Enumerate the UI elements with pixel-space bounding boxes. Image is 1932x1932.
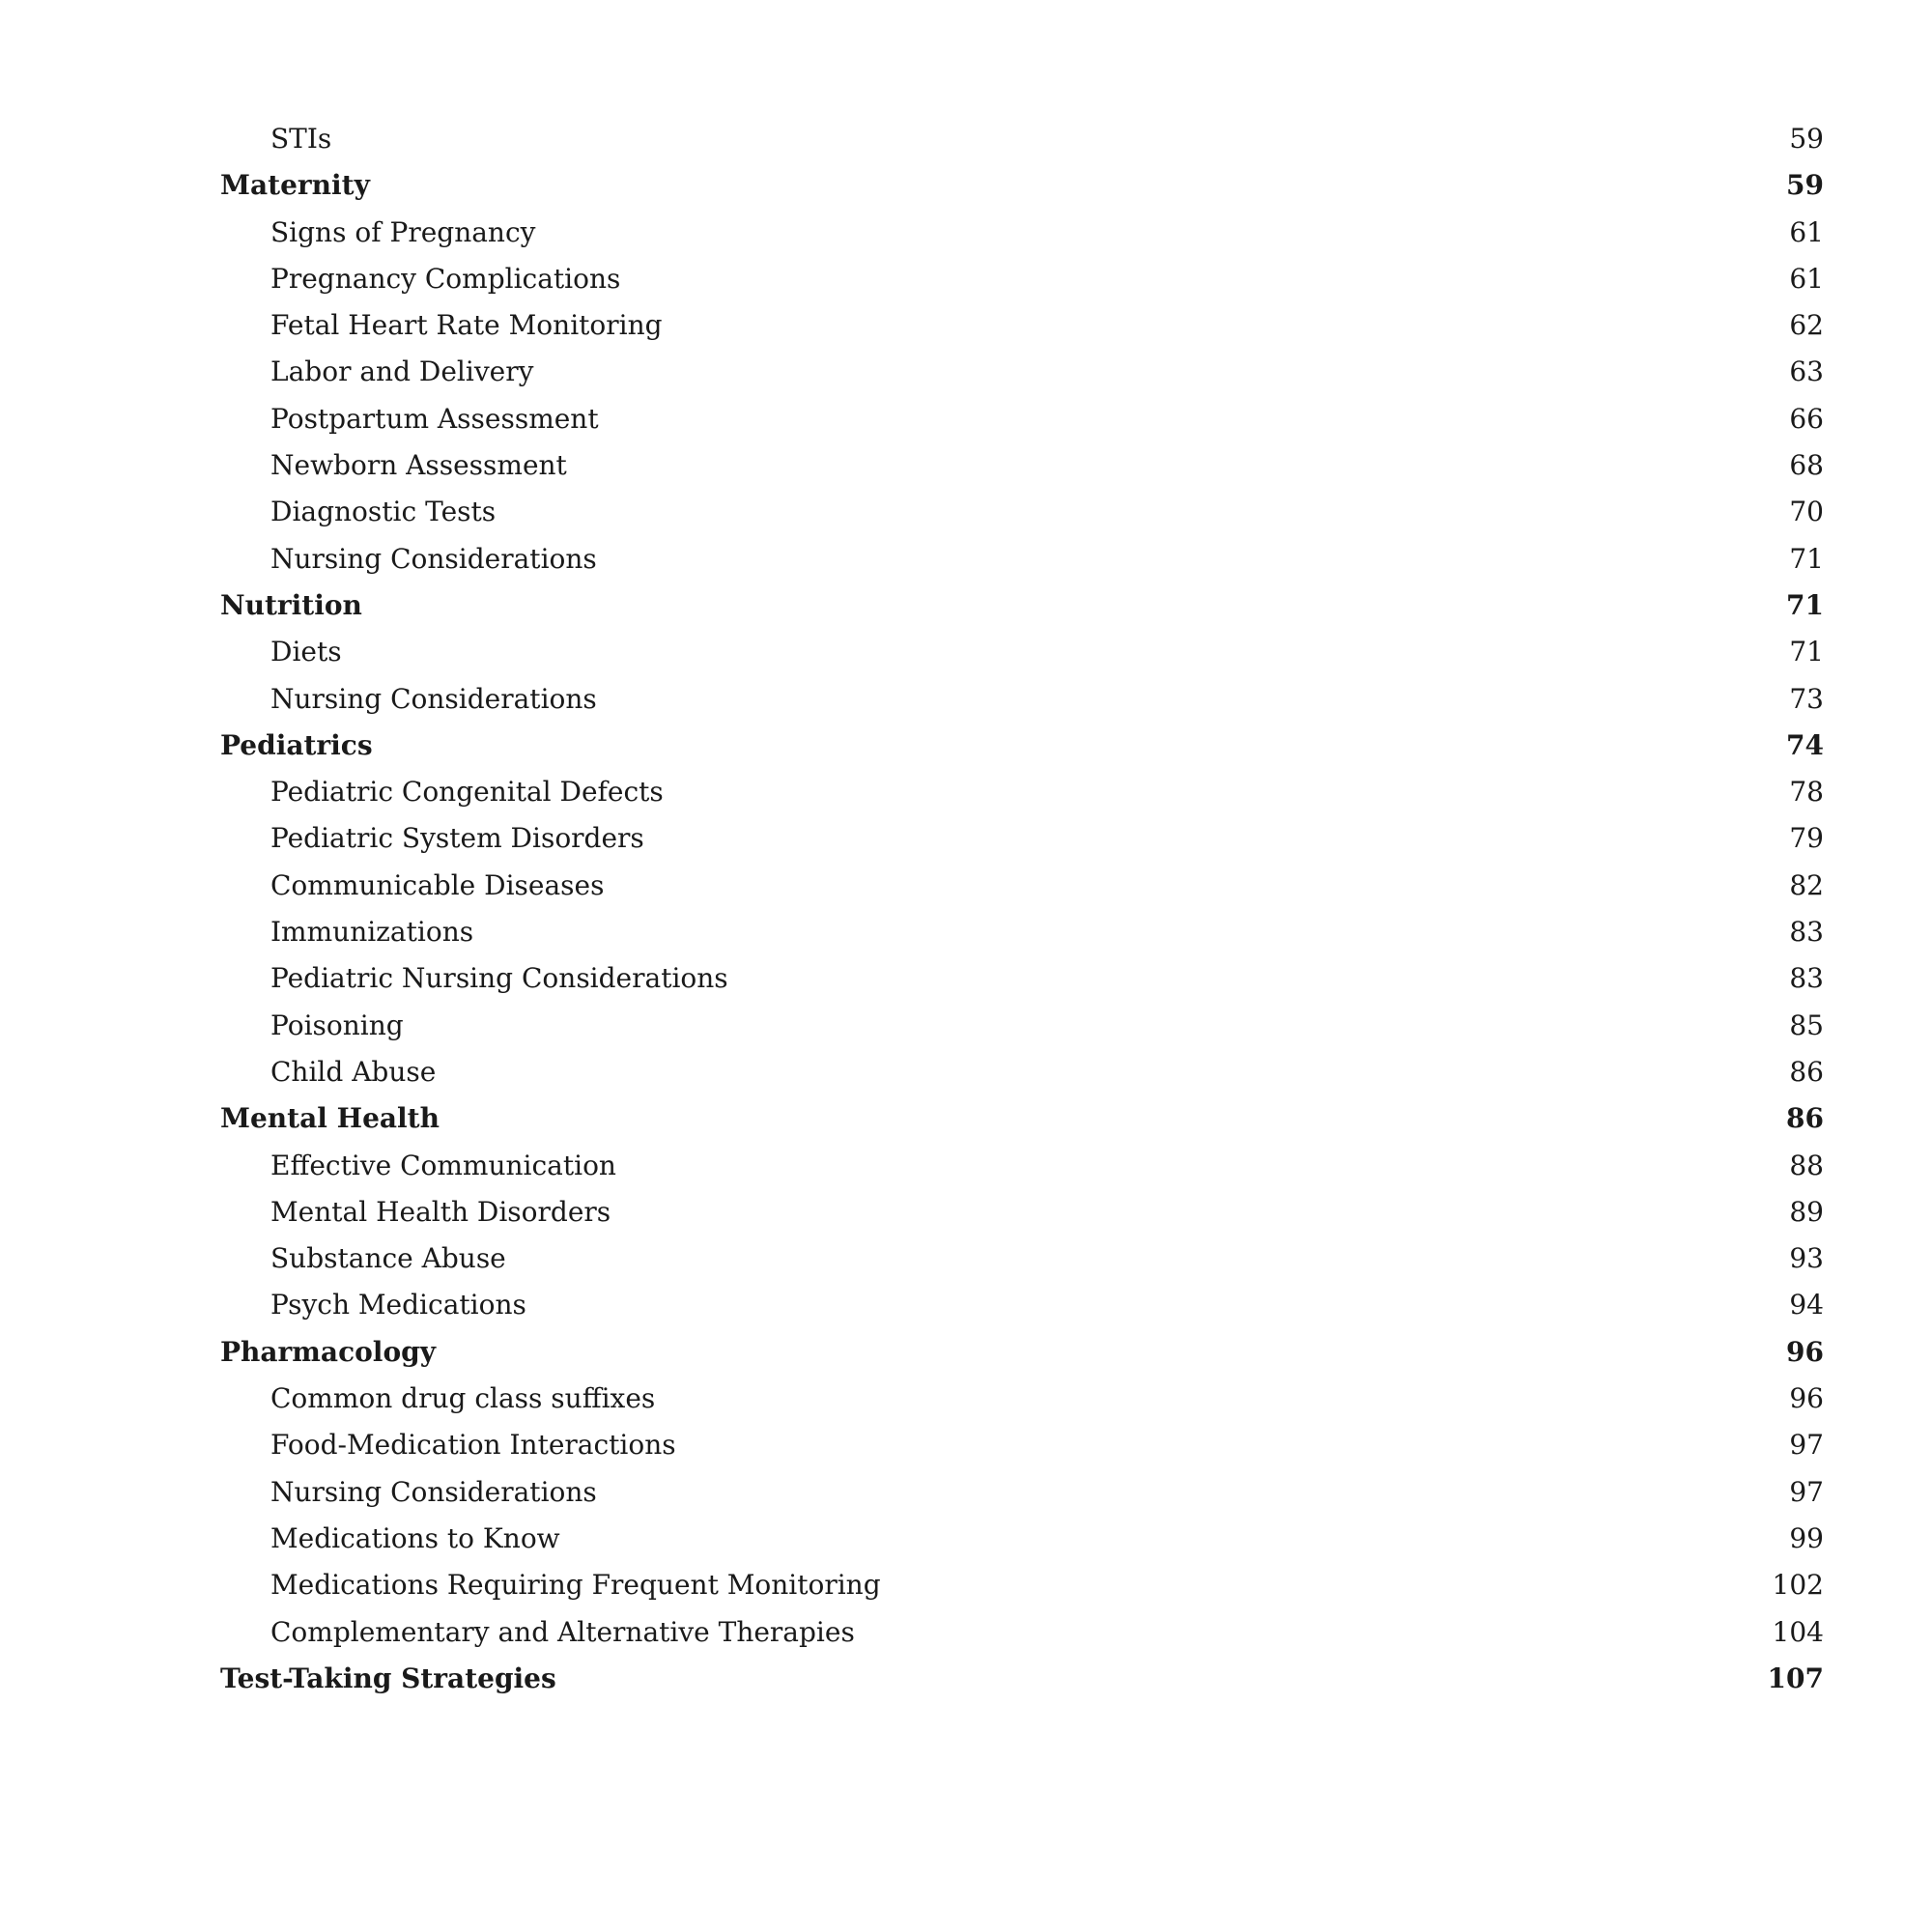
toc-subsection-row (0, 1236, 1932, 1282)
toc-page-number: 66 (1789, 402, 1824, 435)
toc-subsection-row (0, 1189, 1932, 1236)
toc-entry-title: Labor and Delivery (270, 355, 534, 388)
toc-page-number: 102 (1772, 1569, 1824, 1602)
toc-entry-title: Child Abuse (270, 1055, 437, 1088)
toc-page-number: 94 (1789, 1289, 1824, 1321)
toc-entry-title: Newborn Assessment (270, 449, 567, 482)
toc-subsection-row (0, 210, 1932, 256)
toc-page-number: 70 (1789, 496, 1824, 528)
toc-entry-title: Fetal Heart Rate Monitoring (270, 309, 663, 342)
toc-page-number: 63 (1789, 355, 1824, 388)
toc-entry-title: Food-Medication Interactions (270, 1429, 676, 1462)
toc-entry-title: Pediatrics (220, 728, 373, 761)
toc-subsection-row (0, 1469, 1932, 1516)
toc-page-number: 71 (1789, 542, 1824, 575)
toc-page-number: 97 (1789, 1429, 1824, 1462)
toc-entry-title: Mental Health (220, 1102, 440, 1135)
toc-subsection-row (0, 676, 1932, 723)
toc-subsection-row (0, 1143, 1932, 1189)
toc-subsection-row (0, 769, 1932, 815)
toc-subsection-row (0, 629, 1932, 675)
toc-entry-title: Signs of Pregnancy (270, 215, 536, 248)
toc-subsection-row (0, 1422, 1932, 1468)
toc-entry-title: Postpartum Assessment (270, 402, 599, 435)
toc-entry-title: Diets (270, 636, 342, 668)
toc-page-number: 73 (1789, 682, 1824, 715)
toc-entry-title: Communicable Diseases (270, 868, 605, 901)
toc-subsection-row (0, 909, 1932, 955)
toc-entry-title: Effective Communication (270, 1149, 616, 1181)
toc-entry-title: Pediatric Nursing Considerations (270, 962, 728, 995)
toc-page-number: 83 (1789, 916, 1824, 949)
toc-page-number: 96 (1789, 1382, 1824, 1415)
toc-page-number: 61 (1789, 262, 1824, 295)
toc-page-number: 107 (1767, 1662, 1824, 1694)
toc-entry-title: Nutrition (220, 588, 362, 621)
toc-entry-title: Test-Taking Strategies (220, 1662, 556, 1694)
toc-subsection-row (0, 1282, 1932, 1328)
toc-entry-title: STIs (270, 123, 332, 155)
toc-page-number: 89 (1789, 1195, 1824, 1228)
toc-page-number: 96 (1786, 1335, 1824, 1368)
toc-page-number: 83 (1789, 962, 1824, 995)
toc-page-number: 88 (1789, 1149, 1824, 1181)
toc-page-number: 62 (1789, 309, 1824, 342)
toc-page-number: 71 (1786, 588, 1824, 621)
toc-entry-title: Complementary and Alternative Therapies (270, 1615, 855, 1648)
toc-entry-title: Maternity (220, 169, 370, 202)
toc-entry-title: Common drug class suffixes (270, 1382, 656, 1415)
toc-subsection-row (0, 1516, 1932, 1562)
toc-entry-title: Psych Medications (270, 1289, 526, 1321)
toc-entry-title: Medications to Know (270, 1521, 560, 1554)
table-of-contents (0, 116, 1932, 1702)
toc-subsection-row (0, 1562, 1932, 1608)
toc-subsection-row (0, 442, 1932, 489)
toc-section-row (0, 1656, 1932, 1702)
toc-subsection-row (0, 396, 1932, 442)
toc-page-number: 59 (1786, 169, 1824, 202)
toc-page-number: 82 (1789, 868, 1824, 901)
toc-entry-title: Immunizations (270, 916, 474, 949)
toc-subsection-row (0, 955, 1932, 1002)
toc-page-number: 59 (1789, 123, 1824, 155)
toc-page-number: 71 (1789, 636, 1824, 668)
toc-section-row (0, 582, 1932, 629)
toc-section-row (0, 1329, 1932, 1376)
toc-subsection-row (0, 302, 1932, 349)
toc-subsection-row (0, 116, 1932, 162)
toc-entry-title: Medications Requiring Frequent Monitoring (270, 1569, 881, 1602)
toc-subsection-row (0, 1376, 1932, 1422)
toc-page-number: 86 (1786, 1102, 1824, 1135)
toc-page-number: 68 (1789, 449, 1824, 482)
toc-entry-title: Diagnostic Tests (270, 496, 497, 528)
toc-page-number: 74 (1786, 728, 1824, 761)
toc-subsection-row (0, 256, 1932, 302)
toc-page-number: 78 (1789, 776, 1824, 809)
toc-page-number: 93 (1789, 1242, 1824, 1275)
toc-entry-title: Poisoning (270, 1009, 404, 1041)
toc-entry-title: Substance Abuse (270, 1242, 506, 1275)
toc-subsection-row (0, 1003, 1932, 1049)
toc-subsection-row (0, 815, 1932, 862)
toc-page-number: 86 (1789, 1055, 1824, 1088)
toc-subsection-row (0, 1609, 1932, 1656)
toc-section-row (0, 723, 1932, 769)
toc-entry-title: Pediatric Congenital Defects (270, 776, 664, 809)
toc-entry-title: Pharmacology (220, 1335, 436, 1368)
toc-page-number: 97 (1789, 1475, 1824, 1508)
toc-page-number: 99 (1789, 1521, 1824, 1554)
toc-page-number: 61 (1789, 215, 1824, 248)
toc-subsection-row (0, 863, 1932, 909)
toc-page-number: 104 (1772, 1615, 1824, 1648)
toc-subsection-row (0, 489, 1932, 535)
toc-subsection-row (0, 1049, 1932, 1095)
toc-entry-title: Nursing Considerations (270, 1475, 597, 1508)
toc-page-number: 79 (1789, 822, 1824, 855)
toc-page-number: 85 (1789, 1009, 1824, 1041)
toc-entry-title: Nursing Considerations (270, 682, 597, 715)
toc-entry-title: Pregnancy Complications (270, 262, 621, 295)
toc-subsection-row (0, 536, 1932, 582)
toc-section-row (0, 1095, 1932, 1142)
toc-entry-title: Pediatric System Disorders (270, 822, 644, 855)
toc-entry-title: Mental Health Disorders (270, 1195, 611, 1228)
toc-entry-title: Nursing Considerations (270, 542, 597, 575)
toc-subsection-row (0, 349, 1932, 395)
toc-section-row (0, 162, 1932, 209)
